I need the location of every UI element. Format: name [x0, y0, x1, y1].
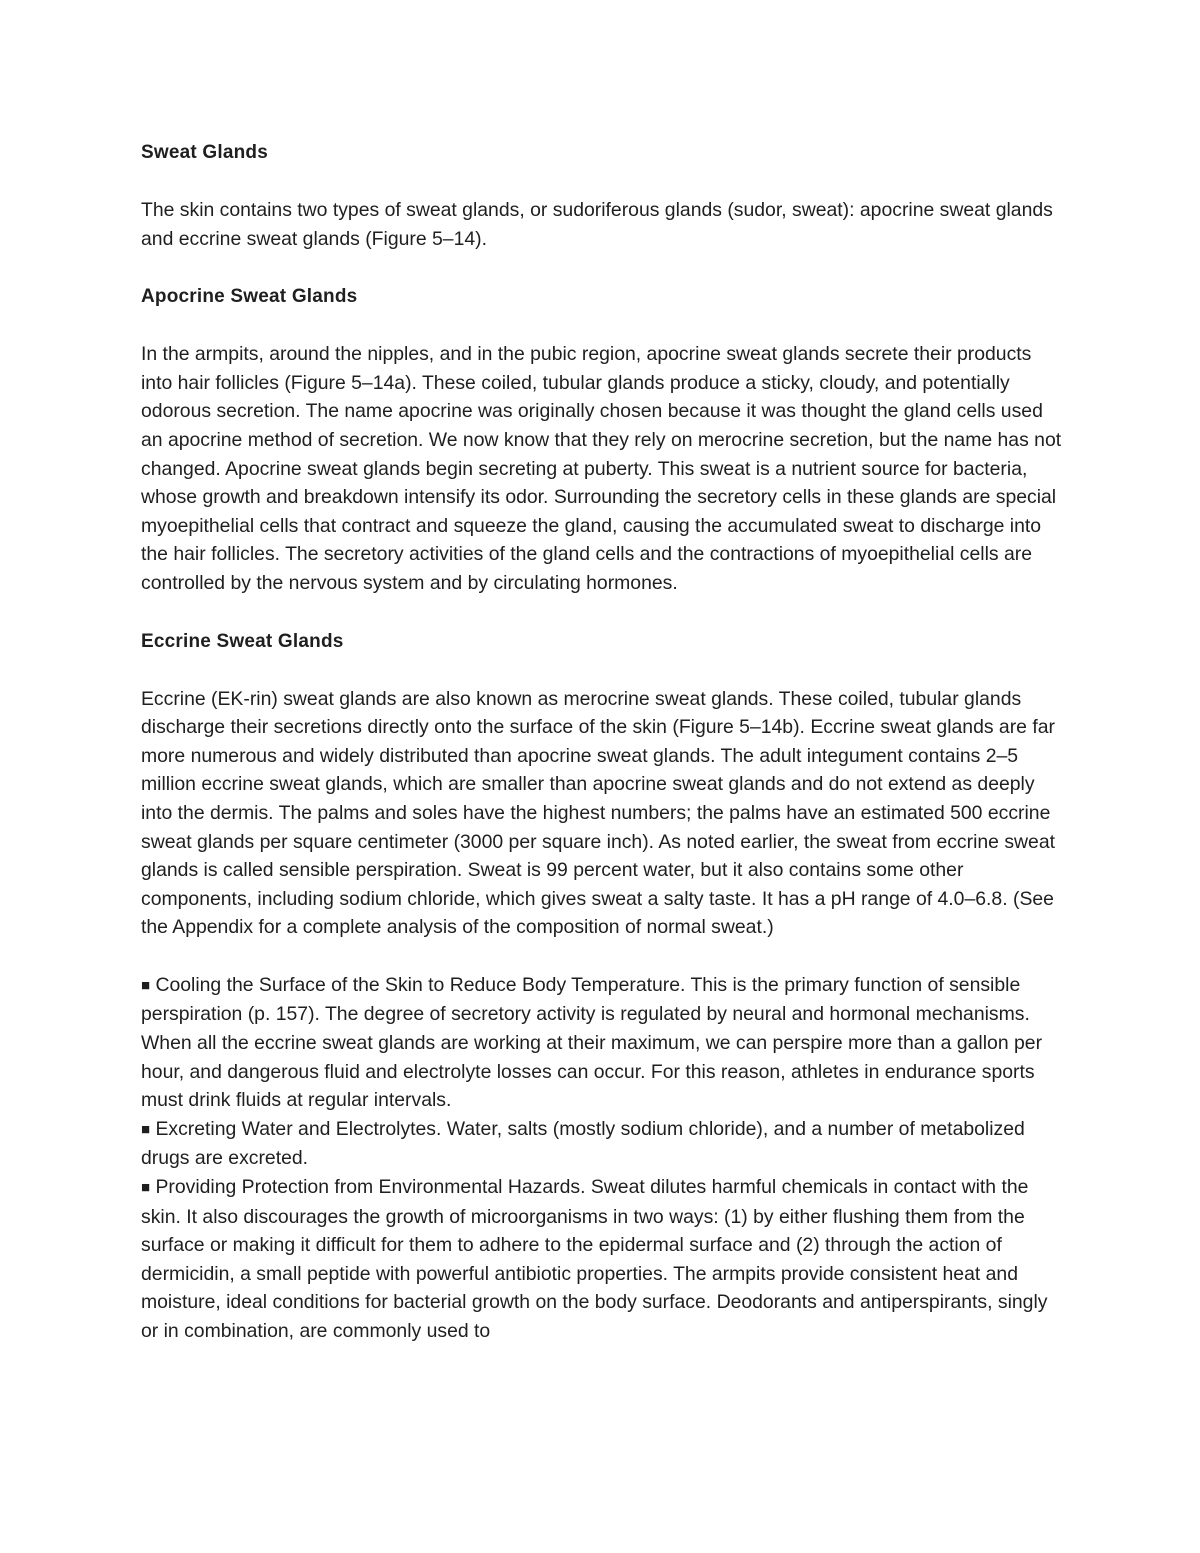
bullet-text: Providing Protection from Environmental Hazards. Sweat dilutes harmful chemicals in contact with the skin. It also discourages the growth of microorganisms in two ways: (1) by either flushing them from the surface or making it difficult for them to adhere to the epidermal surface and (2) through the action of dermicidin, a small peptide with powerful antibiotic properties. The armpits provide consistent heat and moisture, ideal conditions for bacterial growth on the body surface. Deodorants and antiperspirants, singly or in combination, are commonly used to	[141, 1176, 1048, 1342]
square-bullet-icon: ■	[141, 976, 151, 994]
eccrine-paragraph: Eccrine (EK-rin) sweat glands are also known as merocrine sweat glands. These coiled, tubular glands discharge their secretions directly onto the surface of the skin (Figure 5–14b). Eccrine sweat glands are far more numerous and widely distributed than apocrine sweat glands. The adult integument contains 2–5 million eccrine sweat glands, which are smaller than apocrine sweat glands and do not extend as deeply into the dermis. The palms and soles have the highest numbers; the palms have an estimated 500 eccrine sweat glands per square centimeter (3000 per square inch). As noted earlier, the sweat from eccrine sweat glands is called sensible perspiration. Sweat is 99 percent water, but it also contains some other components, including sodium chloride, which gives sweat a salty taste. It has a pH range of 4.0–6.8. (See the Appendix for a complete analysis of the composition of normal sweat.)	[141, 687, 1055, 939]
bullet-item	[141, 1173, 1066, 1346]
square-bullet-icon: ■	[141, 1179, 151, 1197]
page-title: Sweat Glands	[141, 142, 268, 163]
square-bullet-icon: ■	[141, 1120, 151, 1138]
apocrine-paragraph: In the armpits, around the nipples, and in the pubic region, apocrine sweat glands secrete their products into hair follicles (Figure 5–14a). These coiled, tubular glands produce a sticky, cloudy, and potentially odorous secretion. The name apocrine was originally chosen because it was thought the gland cells used an apocrine method of secretion. We now know that they rely on merocrine secretion, but the name has not changed. Apocrine sweat glands begin secreting at puberty. This sweat is a nutrient source for bacteria, whose growth and breakdown intensify its odor. Surrounding the secretory cells in these glands are special myoepithelial cells that contract and squeeze the gland, causing the accumulated sweat to discharge into the hair follicles. The secretory activities of the gland cells and the contractions of myoepithelial cells are controlled by the nervous system and by circulating hormones.	[141, 343, 1062, 594]
eccrine-heading: Eccrine Sweat Glands	[141, 630, 344, 652]
apocrine-heading: Apocrine Sweat Glands	[141, 286, 358, 308]
intro-paragraph: The skin contains two types of sweat glands, or sudoriferous glands (sudor, sweat): apocrine sweat glands and eccrine sweat glands (Figure 5–14).	[141, 199, 1053, 250]
document-page	[141, 138, 1066, 1346]
bullet-item	[141, 1115, 1066, 1173]
bullet-text: Excreting Water and Electrolytes. Water, salts (mostly sodium chloride), and a number of metabolized drugs are excreted.	[141, 1117, 1025, 1170]
bullet-item	[141, 971, 1066, 1115]
bullet-text: Cooling the Surface of the Skin to Reduce Body Temperature. This is the primary function of sensible perspiration (p. 157). The degree of secretory activity is regulated by neural and hormonal mechanisms. When all the eccrine sweat glands are working at their maximum, we can perspire more than a gallon per hour, and dangerous fluid and electrolyte losses can occur. For this reason, athletes in endurance sports must drink fluids at regular intervals.	[141, 973, 1043, 1112]
